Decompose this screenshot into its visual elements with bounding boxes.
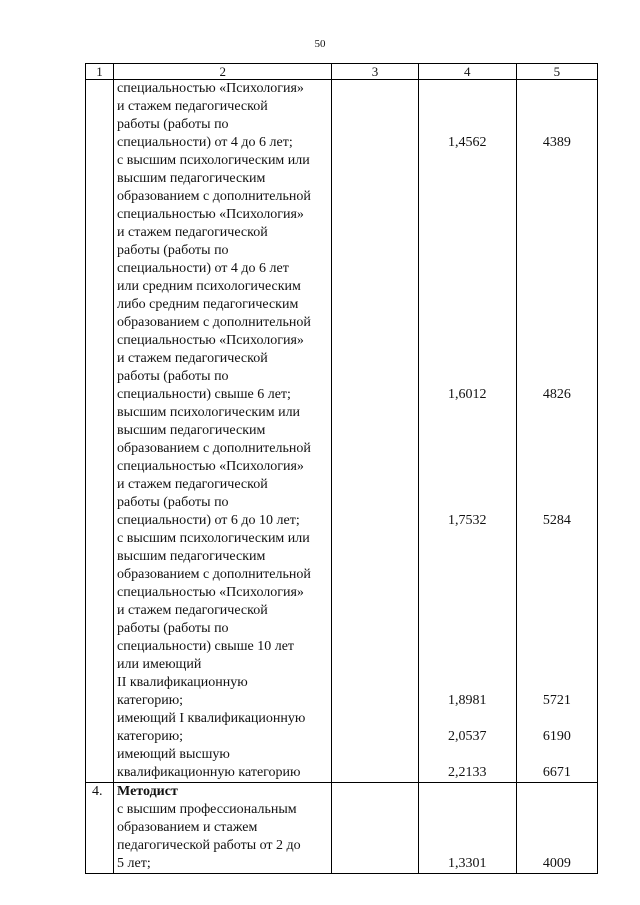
salary-value <box>517 801 597 819</box>
salary-value <box>517 80 597 98</box>
description-line: специальностью «Психология» <box>117 81 304 96</box>
salary-value <box>517 170 597 188</box>
description-line: образованием с дополнительной <box>117 189 311 204</box>
coefficient-cell <box>418 80 516 783</box>
description-line: с высшим психологическим или <box>117 531 310 546</box>
salary-value <box>517 368 597 386</box>
position-description <box>114 783 332 874</box>
description-line: с высшим профессиональным <box>117 802 297 817</box>
description-line: с высшим психологическим или <box>117 153 310 168</box>
coefficient-value: 1,3301 <box>447 856 487 871</box>
coefficient-value <box>419 422 516 440</box>
salary-value <box>517 476 597 494</box>
description-line: категорию; <box>117 693 184 708</box>
salary-value <box>517 332 597 350</box>
salary-value <box>517 674 597 692</box>
coefficient-value <box>419 602 516 620</box>
description-line: работы (работы по <box>117 117 229 132</box>
coefficient-value: 1,6012 <box>447 387 487 402</box>
position-description <box>114 80 332 783</box>
description-line: или имеющий <box>117 657 202 672</box>
coefficient-value: 1,4562 <box>447 135 487 150</box>
salary-value <box>517 152 597 170</box>
description-line: высшим педагогическим <box>117 423 266 438</box>
coefficient-value <box>419 674 516 692</box>
salary-value: 5284 <box>542 513 571 528</box>
description-line: 5 лет; <box>117 856 151 871</box>
description-line: имеющий I квалификационную <box>117 711 306 726</box>
description-line: специальности) от 4 до 6 лет <box>117 261 289 276</box>
coefficient-value <box>419 224 516 242</box>
salary-value <box>517 656 597 674</box>
coefficient-value <box>419 494 516 512</box>
description-line: образованием с дополнительной <box>117 441 311 456</box>
coefficient-value <box>419 638 516 656</box>
description-line: работы (работы по <box>117 243 229 258</box>
coefficient-value <box>419 710 516 728</box>
salary-cell <box>516 80 597 783</box>
salary-value <box>517 548 597 566</box>
empty-cell <box>332 783 418 874</box>
coefficient-value <box>419 819 516 837</box>
coefficient-value <box>419 260 516 278</box>
salary-value <box>517 224 597 242</box>
salary-value <box>517 746 597 764</box>
coefficient-value: 1,8981 <box>447 693 487 708</box>
description-line: специальности) свыше 10 лет <box>117 639 295 654</box>
coefficient-value <box>419 746 516 764</box>
coefficient-value <box>419 530 516 548</box>
coefficient-value <box>419 296 516 314</box>
salary-value <box>517 710 597 728</box>
salary-value <box>517 566 597 584</box>
coefficient-value <box>419 152 516 170</box>
coefficient-value <box>419 170 516 188</box>
coefficient-value <box>419 548 516 566</box>
coefficient-value <box>419 98 516 116</box>
description-line: или средним психологическим <box>117 279 301 294</box>
salary-value <box>517 206 597 224</box>
coefficient-value <box>419 458 516 476</box>
salary-value <box>517 440 597 458</box>
salary-value <box>517 638 597 656</box>
position-title: Методист <box>117 784 178 799</box>
description-line: имеющий высшую <box>117 747 230 762</box>
salary-value <box>517 260 597 278</box>
coefficient-value <box>419 80 516 98</box>
coefficient-value <box>419 566 516 584</box>
header-col-4: 4 <box>418 64 516 80</box>
salary-cell <box>516 783 597 874</box>
coefficient-value <box>419 314 516 332</box>
description-line: высшим психологическим или <box>117 405 301 420</box>
description-line: образованием с дополнительной <box>117 567 311 582</box>
coefficient-value <box>419 620 516 638</box>
salary-value <box>517 620 597 638</box>
salary-value <box>517 584 597 602</box>
description-line: специальностью «Психология» <box>117 207 304 222</box>
salary-value: 4389 <box>542 135 571 150</box>
description-line: либо средним педагогическим <box>117 297 299 312</box>
salary-value: 4826 <box>542 387 571 402</box>
description-line: работы (работы по <box>117 621 229 636</box>
salary-value <box>517 602 597 620</box>
description-line: высшим педагогическим <box>117 171 266 186</box>
description-line: специальностью «Психология» <box>117 459 304 474</box>
description-line: специальности) от 6 до 10 лет; <box>117 513 300 528</box>
coefficient-value: 2,0537 <box>447 729 487 744</box>
coefficient-value: 2,2133 <box>447 765 487 780</box>
description-line: II квалификационную <box>117 675 248 690</box>
description-line: и стажем педагогической <box>117 351 268 366</box>
description-line: специальностью «Психология» <box>117 585 304 600</box>
salary-value <box>517 188 597 206</box>
description-line: специальности) свыше 6 лет; <box>117 387 291 402</box>
row-number <box>86 80 114 783</box>
coefficient-value: 1,7532 <box>447 513 487 528</box>
description-line: и стажем педагогической <box>117 603 268 618</box>
description-line: квалификационную категорию <box>117 765 301 780</box>
coefficient-value <box>419 368 516 386</box>
description-line: образованием с дополнительной <box>117 315 311 330</box>
empty-cell <box>332 80 418 783</box>
salary-table <box>85 63 598 874</box>
coefficient-value <box>419 188 516 206</box>
coefficient-value <box>419 837 516 855</box>
description-line: педагогической работы от 2 до <box>117 838 301 853</box>
description-line: высшим педагогическим <box>117 549 266 564</box>
coefficient-value <box>419 783 516 801</box>
table-row <box>86 783 598 874</box>
row-number: 4. <box>86 783 114 874</box>
coefficient-cell <box>418 783 516 874</box>
salary-value <box>517 278 597 296</box>
salary-value <box>517 422 597 440</box>
description-line: специальностью «Психология» <box>117 333 304 348</box>
table-header-row <box>86 64 598 80</box>
coefficient-value <box>419 404 516 422</box>
salary-value: 6190 <box>542 729 571 744</box>
coefficient-value <box>419 278 516 296</box>
salary-value: 5721 <box>542 693 571 708</box>
salary-value <box>517 98 597 116</box>
coefficient-value <box>419 584 516 602</box>
description-line: и стажем педагогической <box>117 225 268 240</box>
coefficient-value <box>419 116 516 134</box>
salary-value: 6671 <box>542 765 571 780</box>
salary-value <box>517 116 597 134</box>
coefficient-value <box>419 476 516 494</box>
salary-value: 4009 <box>542 856 571 871</box>
salary-value <box>517 350 597 368</box>
header-col-1: 1 <box>86 64 114 80</box>
description-line: и стажем педагогической <box>117 99 268 114</box>
table-row <box>86 80 598 783</box>
description-line: и стажем педагогической <box>117 477 268 492</box>
description-line: категорию; <box>117 729 184 744</box>
salary-value <box>517 837 597 855</box>
header-col-3: 3 <box>332 64 418 80</box>
description-line: работы (работы по <box>117 369 229 384</box>
coefficient-value <box>419 206 516 224</box>
coefficient-value <box>419 332 516 350</box>
description-line: образованием и стажем <box>117 820 258 835</box>
page-number: 50 <box>314 38 326 50</box>
coefficient-value <box>419 242 516 260</box>
coefficient-value <box>419 656 516 674</box>
coefficient-value <box>419 801 516 819</box>
salary-value <box>517 530 597 548</box>
salary-value <box>517 404 597 422</box>
salary-value <box>517 314 597 332</box>
description-line: специальности) от 4 до 6 лет; <box>117 135 293 150</box>
salary-value <box>517 458 597 476</box>
coefficient-value <box>419 350 516 368</box>
salary-value <box>517 296 597 314</box>
salary-value <box>517 819 597 837</box>
description-line: работы (работы по <box>117 495 229 510</box>
salary-value <box>517 783 597 801</box>
header-col-2: 2 <box>114 64 332 80</box>
salary-value <box>517 242 597 260</box>
coefficient-value <box>419 440 516 458</box>
salary-value <box>517 494 597 512</box>
header-col-5: 5 <box>516 64 597 80</box>
